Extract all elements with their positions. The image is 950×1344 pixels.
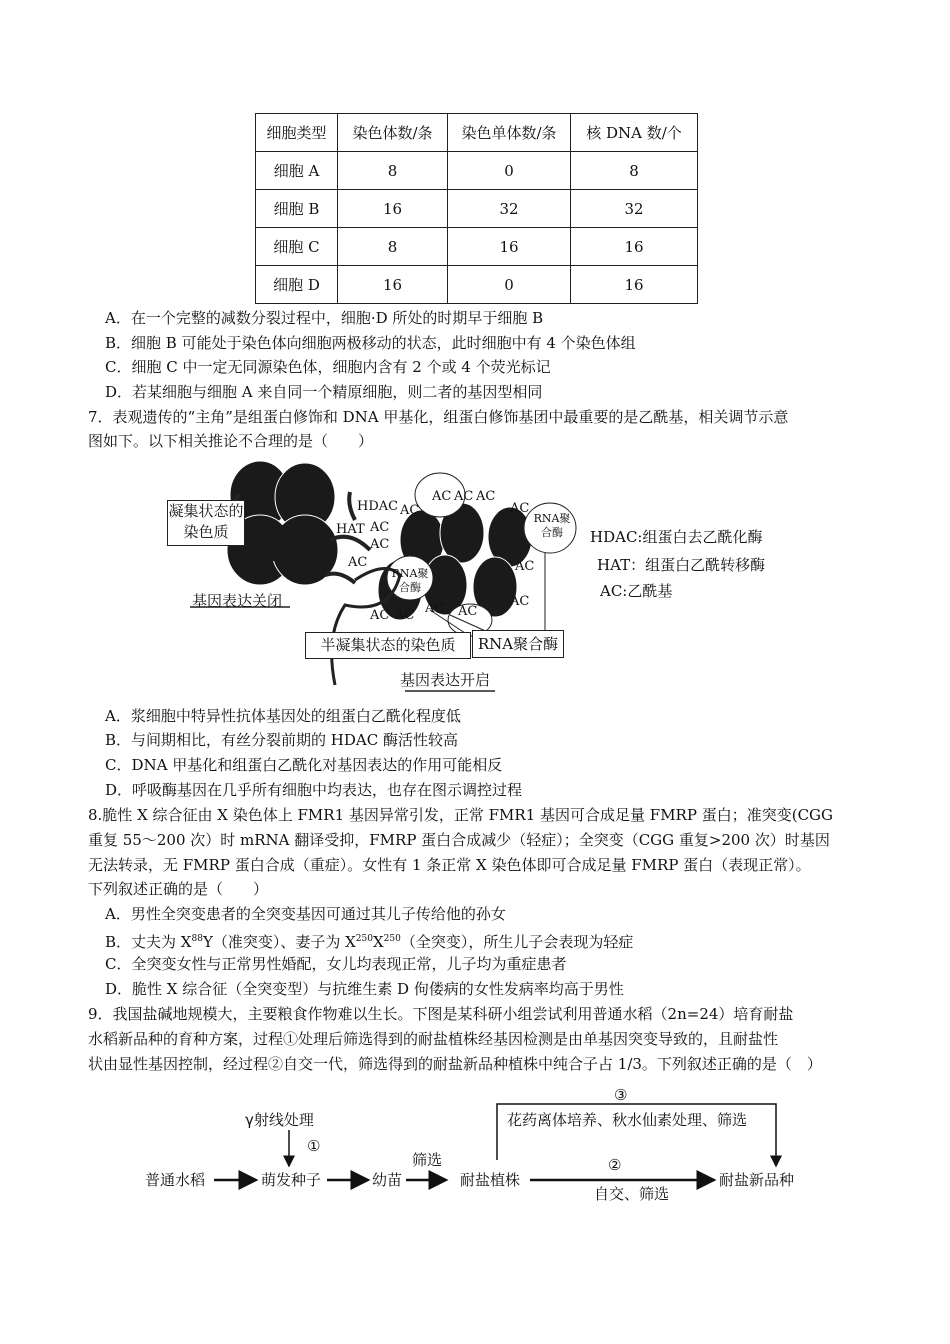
legend-ac: AC:乙酰基 xyxy=(600,582,673,600)
header-cell: 染色单体数/条 xyxy=(448,114,571,152)
cell: 8 xyxy=(338,228,448,266)
ac-label: AC xyxy=(395,608,415,623)
process-1-label: ① xyxy=(307,1137,321,1155)
q8-option-d: D．脆性 X 综合征（全突变型）与抗维生素 D 佝偻病的女性发病率均高于男性 xyxy=(105,980,624,998)
q8-stem: 下列叙述正确的是（ ） xyxy=(88,880,269,898)
q7-option-b: B．与间期相比，有丝分裂前期的 HDAC 酶活性较高 xyxy=(105,731,458,749)
q8-stem: 无法转录，无 FMRP 蛋白合成（重症）。女性有 1 条正常 X 染色体即可合成足量 FMRP 蛋白（表现正常）。 xyxy=(88,856,811,874)
ac-label: AC xyxy=(476,489,496,504)
q9-stem: 水稻新品种的育种方案，过程①处理后筛选得到的耐盐植株经基因检测是由单基因突变导致的，且耐盐性 xyxy=(88,1030,779,1048)
q6-option-a: A．在一个完整的减数分裂过程中，细胞·D 所处的时期早于细胞 B xyxy=(105,309,544,327)
header-cell: 核 DNA 数/个 xyxy=(571,114,698,152)
q6-option-c: C．细胞 C 中一定无同源染色体，细胞内含有 2 个或 4 个荧光标记 xyxy=(105,358,551,376)
node-germinating-seeds: 萌发种子 xyxy=(261,1171,322,1189)
q8-option-c: C．全突变女性与正常男性婚配，女儿均表现正常，儿子均为重症患者 xyxy=(105,955,567,973)
selfing-screen-label: 自交、筛选 xyxy=(594,1185,670,1203)
q9-stem: 状由显性基因控制，经过程②自交一代，筛选得到的耐盐新品种植株中纯合子占 1/3。下列叙述正确的是（ ） xyxy=(88,1055,822,1073)
ac-label: AC xyxy=(348,555,368,570)
cell: 8 xyxy=(338,152,448,190)
ac-label: AC xyxy=(432,489,452,504)
semi-condensed-chromatin-label: 半凝集状态的染色质 xyxy=(305,632,471,659)
q7-stem: 7．表观遗传的“主角”是组蛋白修饰和 DNA 甲基化，组蛋白修饰基团中最重要的是乙酰基，相关调节示意 xyxy=(88,408,789,426)
node-salt-tolerant-plants: 耐盐植株 xyxy=(460,1171,521,1189)
screen-label: 筛选 xyxy=(412,1151,443,1169)
cell: 32 xyxy=(571,190,698,228)
cell: 细胞 B xyxy=(256,190,338,228)
superscript: 250 xyxy=(383,934,401,944)
header-cell: 染色体数/条 xyxy=(338,114,448,152)
gene-off-label: 基因表达关闭 xyxy=(192,592,283,610)
ac-label: AC xyxy=(510,594,530,609)
text: （全突变），所生儿子会表现为轻症 xyxy=(400,933,634,951)
q6-option-b: B．细胞 B 可能处于染色体向细胞两极移动的状态，此时细胞中有 4 个染色体组 xyxy=(105,334,636,352)
text: B．丈夫为 X xyxy=(105,933,192,951)
ac-label: AC xyxy=(400,503,420,518)
rna-polymerase-box-label: RNA聚合酶 xyxy=(472,630,564,658)
ac-label: AC xyxy=(510,501,530,516)
q8-option-a: A．男性全突变患者的全突变基因可通过其儿子传给他的孙女 xyxy=(105,905,506,923)
rna-polymerase-circle-label: RNA聚合酶 xyxy=(391,567,429,594)
cell: 细胞 A xyxy=(256,152,338,190)
q9-stem: 9．我国盐碱地规模大，主要粮食作物难以生长。下图是某科研小组尝试利用普通水稻（2n=24）培育耐盐 xyxy=(88,1005,794,1023)
cell: 细胞 C xyxy=(256,228,338,266)
q8-stem: 重复 55～200 次）时 mRNA 翻译受抑，FMRP 蛋白合成减少（轻症）；全突变（CGG 重复>200 次）时基因 xyxy=(88,831,830,849)
ac-label: AC xyxy=(454,489,474,504)
q7-option-c: C．DNA 甲基化和组蛋白乙酰化对基因表达的作用可能相反 xyxy=(105,756,503,774)
cell: 16 xyxy=(571,228,698,266)
ac-label: AC xyxy=(370,608,390,623)
gamma-ray-label: γ射线处理 xyxy=(245,1111,314,1129)
cell: 32 xyxy=(448,190,571,228)
q8-stem: 8.脆性 X 综合征由 X 染色体上 FMR1 基因异常引发，正常 FMR1 基因可合成足量 FMRP 蛋白；准突变(CGG xyxy=(88,806,834,824)
anther-culture-label: 花药离体培养、秋水仙素处理、筛选 xyxy=(507,1111,748,1129)
ac-label: AC xyxy=(515,559,535,574)
text: Y（准突变）、妻子为 X xyxy=(202,933,356,951)
q7-stem: 图如下。以下相关推论不合理的是（ ） xyxy=(88,432,374,450)
text: X xyxy=(372,933,384,951)
cell: 16 xyxy=(571,266,698,304)
node-seedlings: 幼苗 xyxy=(372,1171,403,1189)
process-3-label: ③ xyxy=(614,1086,628,1104)
header-cell: 细胞类型 xyxy=(256,114,338,152)
ac-label: AC xyxy=(370,520,390,535)
ac-label: AC xyxy=(370,537,390,552)
hat-label: HAT xyxy=(336,522,365,537)
node-ordinary-rice: 普通水稻 xyxy=(145,1171,206,1189)
q7-option-a: A．浆细胞中特异性抗体基因处的组蛋白乙酰化程度低 xyxy=(105,707,461,725)
node-new-variety: 耐盐新品种 xyxy=(719,1171,795,1189)
legend-hdac: HDAC:组蛋白去乙酰化酶 xyxy=(590,528,763,546)
cell: 16 xyxy=(448,228,571,266)
cell: 0 xyxy=(448,152,571,190)
rna-polymerase-circle-label: RNA聚合酶 xyxy=(533,512,571,539)
cell: 8 xyxy=(571,152,698,190)
gene-on-label: 基因表达开启 xyxy=(400,671,491,689)
cell: 细胞 D xyxy=(256,266,338,304)
legend-hat: HAT：组蛋白乙酰转移酶 xyxy=(597,556,766,574)
q6-option-d: D．若某细胞与细胞 A 来自同一个精原细胞，则二者的基因型相同 xyxy=(105,383,543,401)
superscript: 88 xyxy=(191,934,203,944)
condensed-chromatin-label: 凝集状态的染色质 xyxy=(167,500,245,546)
q7-option-d: D．呼吸酶基因在几乎所有细胞中均表达，也存在图示调控过程 xyxy=(105,781,523,799)
process-2-label: ② xyxy=(608,1156,622,1174)
hdac-label: HDAC xyxy=(357,499,399,514)
cell: 16 xyxy=(338,190,448,228)
cell: 16 xyxy=(338,266,448,304)
superscript: 250 xyxy=(355,934,373,944)
ac-label: AC xyxy=(425,601,445,616)
cell: 0 xyxy=(448,266,571,304)
ac-label: AC xyxy=(458,604,478,619)
